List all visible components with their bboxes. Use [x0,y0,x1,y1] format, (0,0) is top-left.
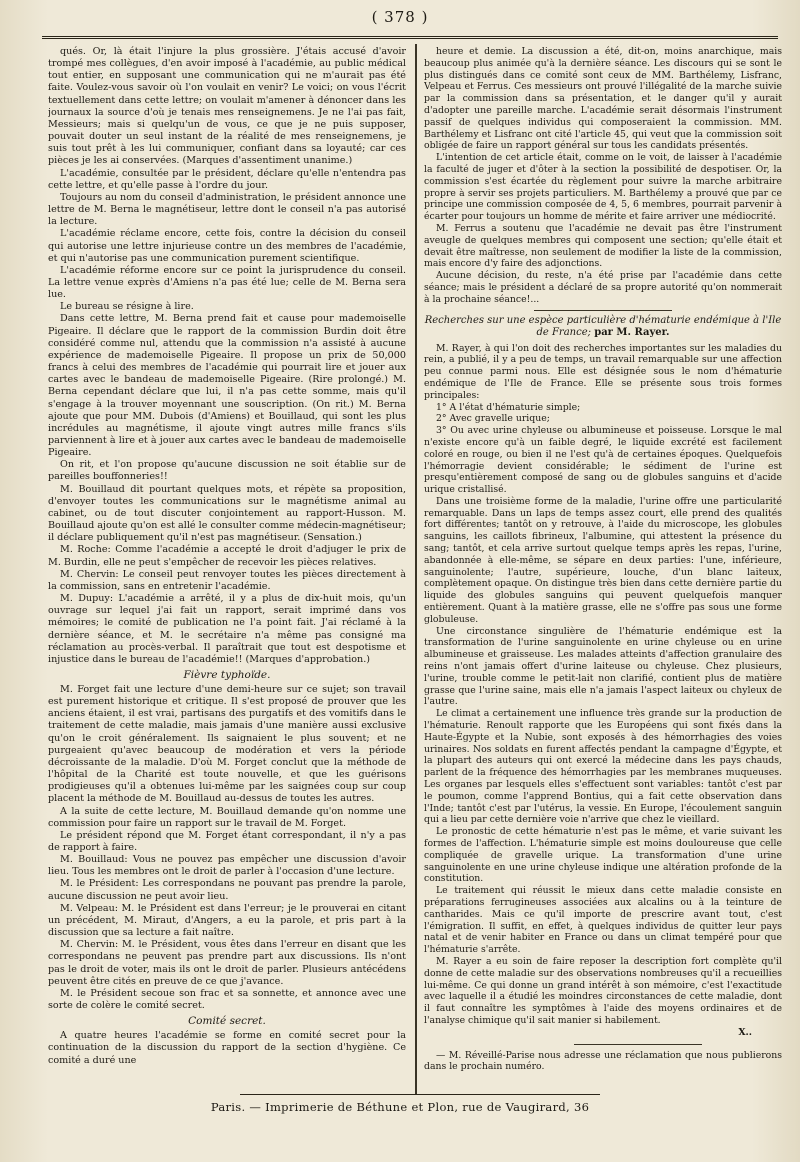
printer-imprint: Paris. — Imprimerie de Béthune et Plon, rue de Vaugirard, 36 [210,1100,590,1114]
article-signature: X.. [738,1026,752,1038]
column-divider [415,44,417,1094]
section-title-comite-secret: Comité secret. [188,1015,266,1028]
fievre-paragraph: M. le Président: Les correspondans ne pouvant pas prendre la parole, aucune discussion ne peut avoir lieu. [48,878,406,902]
fievre-paragraph: M. Chervin: M. le Président, vous êtes dans l'erreur en disant que les correspondans ne peuvent pas prendre part aux discussions. Ils n'ont pas le droit de voter, mais ils ont le droit de parler. Plusieurs antécédens peuvent être cités en preuve de ce que j'avance. [48,939,406,987]
page-number: ( 378 ) [371,8,429,26]
fievre-paragraph: M. le Président secoue son frac et sa sonnette, et annonce avec une sorte de colère le comité secret. [48,987,406,1012]
article-paragraph: 2° Avec gravelle urique; [436,413,550,425]
fievre-paragraph: M. Forget fait une lecture d'une demi-heure sur ce sujet; son travail est purement historique et critique. Il s'est proposé de prouver que les anciens étaient, il est vrai, partisans des purgatifs et des vomitifs dans le traitement de cette maladie, mais jamais d'une manière aussi exclusive qu'on le croit généralement. Ils saignaient le plus souvent; et ne purgeaient qu'avec beaucoup de modération et vers la période décroissante de la maladie. D'où M. Forget conclut que la méthode de l'hôpital de la Charité est toute nouvelle, et que les guérisons prodigieuses qu'il a obtenues lui-même par les saignées coup sur coup placent la méthode de M. Bouillaud au-dessus de toutes les autres. [48,683,406,805]
comite-continuation-paragraph: M. Ferrus a soutenu que l'académie ne devait pas être l'instrument aveugle de quelques membres qui composent une section; qu'elle était et devait être maîtresse, non seulement de modifier la liste de la commission, mais encore d'y faire des adjonctions. [424,222,782,270]
article-author: par M. Rayer. [594,327,670,339]
notice-separator [574,1044,702,1045]
proceedings-paragraph: L'académie réclame encore, cette fois, contre la décision du conseil qui autorise une lettre injurieuse contre un des membres de l'académie, et qui n'autorise pas une communication purement scientifique. [48,228,406,264]
article-paragraph: Le climat a certainement une influence très grande sur la production de l'hématurie. Renoult rapporte que les Européens qui sont fixés dans la Haute-Égypte et la Nubie, sont exposés à des hémorrhagies des voies urinaires. Nos soldats en furent affectés pendant la campagne d'Égypte, et la plupart des auteurs qui ont exercé la médecine dans les pays chauds, parlent de la fréquence des hémorrhagies par les membranes muqueuses. Les organes par lesquels elles s'effectuent sont variables: tantôt c'est par le poumon, comme l'apprend Bontius, qui a fait cette observation dans l'Inde; tantôt c'est par l'utérus, la vessie. En Europe, l'écoulement sanguin qui a lieu par cette dernière voie n'arrive que chez le vieillard. [424,708,782,826]
right-column [424,46,782,1091]
proceedings-paragraph: M. Dupuy: L'académie a arrêté, il y a plus de dix-huit mois, qu'un ouvrage sur lequel j'ai fait un rapport, serait imprimé dans vos mémoires; le comité de publication ne l'a point fait. J'ai réclamé à la dernière séance, et M. le secrétaire n'a même pas consigné ma réclamation au procès-verbal. Il paraîtrait que tout est despotisme et injustice dans le bureau de l'académie!! (Marques d'approbation.) [48,593,406,665]
top-rule [42,36,778,39]
proceedings-paragraph: L'académie, consultée par le président, déclare qu'elle n'entendra pas cette lettre, et qu'elle passe à l'ordre du jour. [48,167,406,191]
proceedings-paragraph: M. Roche: Comme l'académie a accepté le droit d'adjuger le prix de M. Burdin, elle ne peut s'empêcher de recevoir les pièces relatives. [48,544,406,568]
proceedings-paragraph: qués. Or, là était l'injure la plus grossière. J'étais accusé d'avoir trompé mes collègues, d'en avoir imposé à l'académie, au public médical tout entier, en supposant une communication qui ne m'aurait pas été faite. Voulez-vous savoir où l'on voulait en venir? Le voici; on vous l'écrit textuellement dans cette lettre; on voulait m'amener à dénoncer dans les journaux la source d'où je tenais mes renseignemens. Je ne l'ai pas fait, Messieurs; mais si quelqu'un de vous, ce que je ne puis supposer, pouvait douter un seul instant de la réalité de mes renseignemens, je suis tout prêt à les lui communiquer, confiant dans sa loyauté; car ces pièces je les ai conservées. (Marques d'assentiment unanime.) [48,46,406,167]
article-text [424,343,782,1027]
fievre-paragraph: Le président répond que M. Forget étant correspondant, il n'y a pas de rapport à faire. [48,829,406,853]
article-title [424,315,782,340]
article-paragraph: M. Rayer, à qui l'on doit des recherches importantes sur les maladies du rein, a publié, il y a peu de temps, un travail remarquable sur une affection peu connue parmi nous. Elle est désignée sous le nom d'hématurie endémique de l'Ile de France. Elle se présente sous trois formes principales: [424,342,782,401]
bottom-rule [240,1094,600,1095]
comite-continuation-paragraph: heure et demie. La discussion a été, dit-on, moins anarchique, mais beaucoup plus animée qu'à la dernière séance. Les discours qui se sont le plus distingués dans ce comité sont ceux de MM. Barthélemy, Lisfranc, Velpeau et Ferrus. Ces messieurs ont prouvé l'illégalité de la marche suivie par la commission dans sa présentation, et le danger qu'il y aurait d'adopter une pareille marche. L'académie serait désormais l'instrument passif de quelques individus qui composeraient la commission. MM. Barthélemy et Lisfranc ont cité l'article 45, qui veut que la commission soit obligée de faire un rapport général sur tous les candidats présentés. [424,46,782,152]
article-paragraph: Dans une troisième forme de la maladie, l'urine offre une particularité remarquable. Dans un laps de temps assez court, elle prend des qualités fort différentes; tantôt on y retrouve, à l'aide du microscope, les globules sanguins, les caillots fibrineux, l'albumine, qui attestent la présence du sang; tantôt, et cela arrive surtout quelque temps après les repas, l'urine, abandonnée à elle-même, se sépare en deux parties: l'une, inférieure, sanguinolente; l'autre, supérieure, louche, d'un blanc laiteux, complètement opaque. On distingue très bien dans cette dernière partie du liquide des globules sanguins qui peuvent quelquefois manquer entièrement. Quant à la matière grasse, elle ne s'offre pas sous une forme globuleuse. [424,495,782,625]
notice-paragraph: — M. Réveillé-Parise nous adresse une réclamation que nous publierons dans le prochain numéro. [424,1049,782,1073]
fievre-paragraph: M. Velpeau: M. le Président est dans l'erreur; je le prouverai en citant un précédent, M. Miraut, d'Angers, a eu la parole, et pris part à la discussion que sa lecture a fait naître. [48,902,406,939]
proceedings-paragraph: L'académie réforme encore sur ce point la jurisprudence du conseil. La lettre venue exprès d'Amiens n'a pas été lue; celle de M. Berna sera lue. [48,264,406,301]
article-paragraph: 3° Ou avec urine chyleuse ou albumineuse et poisseuse. Lorsque le mal n'existe encore qu'à un faible degré, le liquide excrété est facilement coloré en rouge, ou bien il ne l'est qu'à de certaines époques. Quelquefois l'hémorragie devient considérable; le sédiment de l'urine est presqu'entièrement composé de sang ou de globules sanguins et d'acide urique cristallisé. [424,425,782,496]
article-paragraph: Une circonstance singulière de l'hématurie endémique est la transformation de l'urine sanguinolente en urine chyleuse ou en urine albumineuse et graisseuse. Les malades atteints d'affection granulaire des reins n'ont jamais offert d'urine laiteuse ou chyleuse. Chez plusieurs, l'urine, trouble comme le petit-lait non clarifié, contient plus de matière grasse que l'urine saine, mais elle n'a jamais l'aspect laiteux ou chyleux de l'autre. [424,625,782,708]
proceedings-paragraph: Dans cette lettre, M. Berna prend fait et cause pour mademoiselle Pigeaire. Il déclare que le rapport de la commission Burdin doit être considéré comme nul, attendu que la commission n'a assisté à aucune expérience de mademoiselle Pigeaire. Il propose un prix de 50,000 francs à celui des membres de l'académie qui pourrait lire et jouer aux cartes avec le bandeau de mademoiselle Pigeaire. (Rire prolongé.) M. Berna cependant déclare que lui, il n'a pas cette somme, mais qu'il s'engage à la trouver moyennant une souscription. (On rit.) M. Berna ajoute que pour MM. Dubois (d'Amiens) et Bouillaud, qui sont les plus incrédules au magnétisme, il ajoute vingt autres mille francs s'ils parviennent à lire et à jouer aux cartes avec le bandeau de mademoiselle Pigeaire. [48,313,406,459]
proceedings-paragraph: M. Bouillaud dit pourtant quelques mots, et répète sa proposition, d'envoyer toutes les communications sur le magnétisme animal au cabinet, ou de tout discuter conjointement au rapport-Husson. M. Bouillaud ajoute qu'on est allé le consulter comme médecin-magnétiseur; il déclare publiquement qu'il n'est pas magnétiseur. (Sensation.) [48,483,406,544]
proceedings-paragraph: On rit, et l'on propose qu'aucune discussion ne soit établie sur de pareilles bouffonneries!! [48,459,406,483]
proceedings-paragraph: Le bureau se résigne à lire. [60,301,194,313]
article-paragraph: 1° A l'état d'hématurie simple; [436,401,581,413]
article-title-text: Recherches sur une espèce particulière d'hématurie endémique à l'Ile de France; [424,314,782,339]
article-paragraph: Le pronostic de cette hématurie n'est pas le même, et varie suivant les formes de l'affection. L'hématurie simple est moins douloureuse que celle compliquée de gravelle urique. La transformation d'une urine sanguinolente en une urine chyleuse indique une altération profonde de la constitution. [424,826,782,885]
article-paragraph: M. Rayer a eu soin de faire reposer la description fort complète qu'il donne de cette maladie sur des observations nombreuses qu'il a recueillies lui-même. Ce qui donne un grand intérêt à son mémoire, c'est l'exactitude avec laquelle il a étudié les moindres circonstances de cette maladie, dont il faut connaître les symptômes à l'aide des moyens ordinaires et de l'analyse chimique qu'il sait manier si habilement. [424,955,782,1026]
comite-continuation-text [424,46,782,306]
left-proceedings-text [48,46,406,666]
proceedings-paragraph: Toujours au nom du conseil d'administration, le président annonce une lettre de M. Berna le magnétiseur, lettre dont le conseil n'a pas autorisé la lecture. [48,191,406,228]
comite-secret-paragraph: A quatre heures l'académie se forme en comité secret pour la continuation de la discussion du rapport de la section d'hygiène. Ce comité a duré une [48,1030,406,1066]
comite-continuation-paragraph: Aucune décision, du reste, n'a été prise par l'académie dans cette séance; mais le président a déclaré de sa propre autorité qu'on nommerait à la prochaine séance!... [424,270,782,305]
left-column [48,46,406,1091]
fievre-paragraph: A la suite de cette lecture, M. Bouillaud demande qu'on nomme une commission pour faire un rapport sur le travail de M. Forget. [48,805,406,829]
fievre-paragraph: M. Bouillaud: Vous ne pouvez pas empêcher une discussion d'avoir lieu. Tous les membres ont le droit de parler à l'occasion d'une lecture. [48,854,406,878]
article-separator [534,310,672,311]
fievre-typhoide-text [48,684,406,1012]
article-paragraph: Le traitement qui réussit le mieux dans cette maladie consiste en préparations ferrugineuses associées aux alcalins ou à la teinture de cantharides. Mais ce qu'il importe de prescrire avant tout, c'est l'émigration. Il suffit, en effet, à quelques individus de quitter leur pays natal et de venir habiter en France ou dans un climat tempéré pour que l'hématurie s'arrête. [424,885,782,956]
comite-continuation-paragraph: L'intention de cet article était, comme on le voit, de laisser à l'académie la faculté de juger et d'ôter à la section la possibilité de despotiser. Or, la commission s'est écartée du règlement pour suivre la marche arbitraire propre à servir ses projets particuliers. M. Barthélemy a prouvé que par ce principe une commission composée de 4, 5, 6 membres, pourrait parvenir à écarter pour toujours un homme de mérite et faire arriver une médiocrité. [424,152,782,223]
proceedings-paragraph: M. Chervin: Le conseil peut renvoyer toutes les pièces directement à la commission, sans en entretenir l'académie. [48,568,406,592]
section-title-fievre-typhoide: Fièvre typhoïde. [183,668,271,681]
